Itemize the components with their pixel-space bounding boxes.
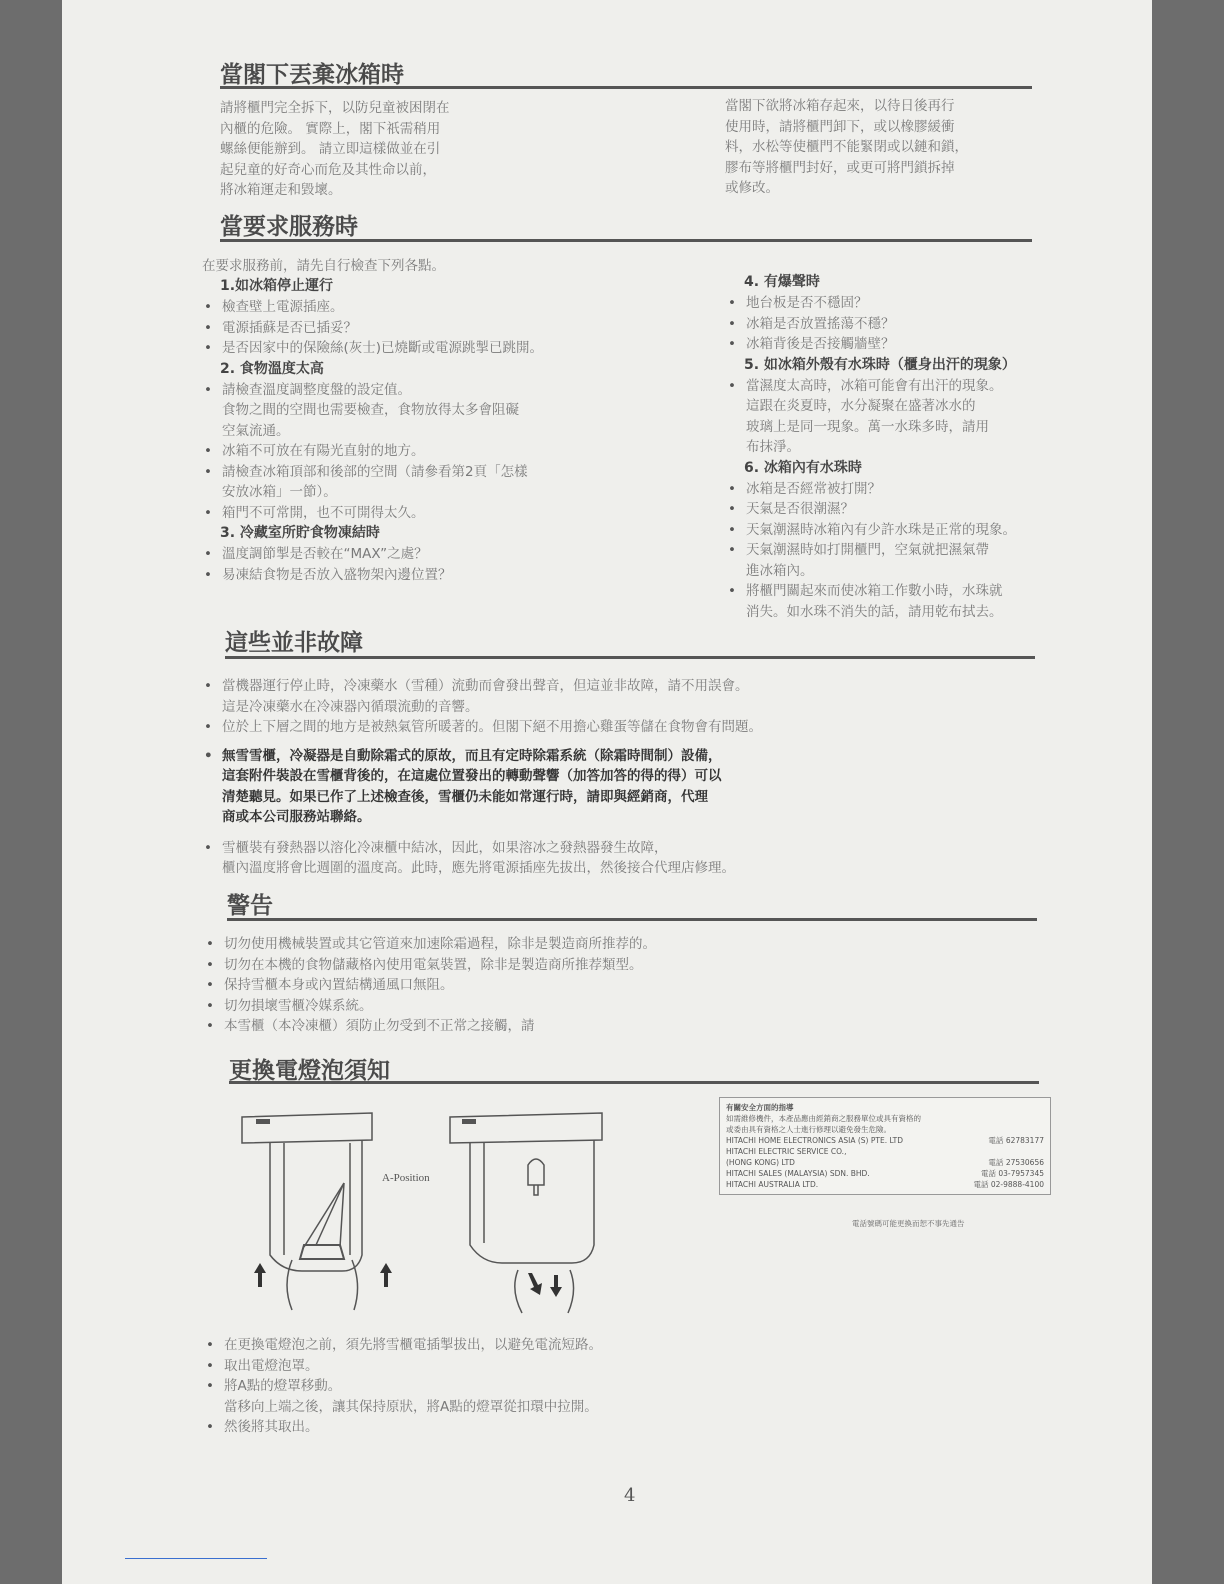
up-arrow-icons	[254, 1263, 392, 1287]
group5-list	[726, 376, 1066, 397]
contact-label: 電話	[988, 1158, 1004, 1167]
continuation: 這套附件裝設在雪櫃背後的，在這處位置發出的轉動聲響（加答加答的得的得）可以	[222, 768, 722, 784]
list-item: • 電源插蘇是否已插妥？	[202, 318, 672, 339]
bulb-list	[204, 1335, 1064, 1397]
text-line: 將冰箱運走和毀壞。	[220, 182, 342, 198]
group3-list	[202, 544, 672, 585]
note-footer: 電話號碼可能更換而恕不事先通告	[852, 1219, 965, 1228]
contact-label: 電話	[973, 1180, 989, 1189]
group4-title: 4. 有爆聲時	[744, 274, 820, 290]
contact-phone: 02-9888-4100	[990, 1180, 1044, 1189]
notfault-title: 這些並非故障	[225, 630, 363, 656]
group5-title: 5. 如冰箱外殼有水珠時（櫃身出汗的現象）	[744, 356, 1016, 373]
service-title: 當要求服務時	[220, 214, 358, 240]
continuation: 玻璃上是同一現象。萬一水珠多時，請用	[746, 418, 989, 435]
manual-page	[62, 0, 1152, 1584]
list-item: • 切勿在本機的食物儲藏格內使用電氣裝置，除非是製造商所推荐類型。	[204, 955, 1064, 976]
list-item: • 本雪櫃（本冷凍櫃）須防止勿受到不正常之接觸，請	[204, 1016, 1064, 1037]
note-line: 如需維修機件，本產品應由經銷商之服務單位或具有資格的	[726, 1114, 921, 1123]
divider	[227, 918, 1037, 921]
list-item: • 雪櫃裝有發熱器以溶化冷凍櫃中結冰，因此，如果溶冰之發熱器發生故障，	[202, 838, 1082, 859]
list-item: • 取出電燈泡罩。	[204, 1356, 1064, 1377]
divider	[225, 656, 1035, 659]
note-line: 或委由具有資格之人士進行修理以避免發生危險。	[726, 1125, 891, 1134]
bulb-diagram	[232, 1105, 662, 1320]
continuation: 布抹淨。	[746, 439, 800, 455]
list-item: • 天氣潮濕時冰箱內有少許水珠是正常的現象。	[726, 520, 1066, 541]
text-line: 或修改。	[725, 180, 779, 196]
continuation: 櫃內溫度將會比週圍的溫度高。此時，應先將電源插座先拔出，然後接合代理店修理。	[222, 860, 735, 876]
group4-list	[726, 293, 1066, 355]
continuation: 當移向上端之後，讓其保持原狀，將A點的燈罩從扣環中拉開。	[224, 1398, 598, 1415]
continuation: 這是冷凍藥水在冷凍器內循環流動的音響。	[222, 698, 479, 715]
a-position-label: A-Position	[382, 1172, 430, 1184]
notfault-items-3	[202, 838, 1082, 859]
contact-name: HITACHI SALES (MALAYSIA) SDN. BHD.	[726, 1169, 870, 1178]
text-line: 請將櫃門完全拆下，以防兒童被困閉在	[220, 100, 450, 116]
disposal-right-text	[725, 96, 1055, 199]
list-item: • 冰箱不可放在有陽光直射的地方。	[202, 441, 672, 462]
text-line: 使用時，請將櫃門卸下，或以橡膠緩衝	[725, 118, 955, 135]
contact-row	[726, 1135, 1044, 1146]
continuation: 安放冰箱」一節）。	[222, 484, 337, 500]
disposal-title: 當閣下丟棄冰箱時	[220, 62, 404, 88]
service-intro: 在要求服務前，請先自行檢查下列各點。	[202, 258, 445, 274]
group3-title: 3. 冷藏室所貯食物凍結時	[220, 525, 380, 541]
divider	[229, 1081, 1039, 1084]
continuation: 商或本公司服務站聯絡。	[222, 809, 371, 825]
fridge-right-figure	[450, 1113, 602, 1313]
contact-phone: 03-7957345	[998, 1169, 1044, 1178]
contact-label: 電話	[980, 1169, 996, 1178]
contact-name: HITACHI AUSTRALIA LTD.	[726, 1180, 819, 1189]
notfault-list	[202, 676, 1082, 879]
bulb-title: 更換電燈泡須知	[229, 1058, 390, 1084]
group6-list	[726, 479, 1066, 561]
text-line: 內櫃的危險。 實際上，閣下祇需稍用	[220, 120, 441, 137]
list-item: • 冰箱是否經常被打開？	[726, 479, 1066, 500]
text-line: 螺絲便能辦到。 請立即這樣做並在引	[220, 141, 441, 157]
list-item: • 無雪雪櫃，冷凝器是自動除霜式的原故，而且有定時除霜系統（除霜時間制）設備，	[202, 746, 1082, 767]
contact-row	[726, 1146, 1044, 1157]
scan-edge-line	[125, 1558, 267, 1559]
service-left-column	[202, 276, 672, 585]
group6-list-end	[726, 581, 1066, 602]
text-line: 料，水松等使櫃門不能緊閉或以鏈和鎖，	[725, 139, 968, 155]
notfault-items-2	[202, 717, 1082, 766]
continuation: 這跟在炎夏時，水分凝聚在盛著冰水的	[746, 398, 976, 414]
service-right-column	[726, 272, 1066, 622]
contact-row	[726, 1179, 1044, 1190]
disposal-left-text	[220, 98, 550, 201]
contact-name: (HONG KONG) LTD	[726, 1158, 795, 1167]
text-line: 當閣下欲將冰箱存起來，以待日後再行	[725, 98, 955, 114]
warning-list	[204, 934, 1064, 1037]
list-item: • 位於上下層之間的地方是被熱氣管所暖著的。但閣下絕不用擔心雞蛋等儲在食物會有問題。	[202, 717, 1082, 738]
list-item: • 是否因家中的保險絲(灰士)已燒斷或電源跳掣已跳開。	[202, 338, 672, 359]
group1-title: 1.如冰箱停止運行	[220, 278, 334, 294]
text-line: 膠布等將櫃門封好，或更可將門鎖拆掉	[725, 159, 955, 176]
contact-name: HITACHI HOME ELECTRONICS ASIA (S) PTE. LTD	[726, 1136, 903, 1145]
contact-row	[726, 1157, 1044, 1168]
bulb-steps	[204, 1335, 1064, 1438]
list-item: • 箱門不可常開，也不可開得太久。	[202, 503, 672, 524]
contact-phone: 62783177	[1005, 1136, 1044, 1145]
list-item: • 切勿使用機械裝置或其它管道來加速除霜過程，除非是製造商所推荐的。	[204, 934, 1064, 955]
list-item: • 請檢查溫度調整度盤的設定值。	[202, 380, 672, 401]
group1-list	[202, 297, 672, 359]
list-item: • 天氣潮濕時如打開櫃門，空氣就把濕氣帶	[726, 540, 1066, 561]
group2-list-end	[202, 503, 672, 524]
continuation: 空氣流通。	[222, 422, 290, 439]
note-title: 有關安全方面的指導	[726, 1103, 794, 1112]
contact-phone: 27530656	[1005, 1158, 1044, 1167]
safety-note-box	[719, 1097, 1051, 1195]
list-item: • 天氣是否很潮濕？	[726, 499, 1066, 520]
contact-name: HITACHI ELECTRIC SERVICE CO.,	[726, 1147, 847, 1156]
list-item: • 當機器運行停止時，冷凍藥水（雪種）流動而會發出聲音，但這並非故障，請不用誤會。	[202, 676, 1082, 697]
list-item: • 然後將其取出。	[204, 1417, 1064, 1438]
contact-label: 電話	[988, 1136, 1004, 1145]
group6-title: 6. 冰箱內有水珠時	[744, 459, 862, 476]
list-item: • 冰箱是否放置搖蕩不穩？	[726, 314, 1066, 335]
list-item: • 地台板是否不穩固？	[726, 293, 1066, 314]
list-item: • 當濕度太高時，冰箱可能會有出汗的現象。	[726, 376, 1066, 397]
list-item: • 檢查壁上電源插座。	[202, 297, 672, 318]
continuation: 消失。如水珠不消失的話，請用乾布拭去。	[746, 603, 1003, 620]
list-item: • 在更換電燈泡之前，須先將雪櫃電插掣拔出，以避免電流短路。	[204, 1335, 1064, 1356]
text-line: 起兒童的好奇心而危及其性命以前，	[220, 161, 436, 178]
page-number: 4	[624, 1485, 636, 1506]
list-item: • 將A點的燈罩移動。	[204, 1376, 1064, 1397]
warning-title: 警告	[227, 893, 273, 919]
list-item: • 將櫃門關起來而使冰箱工作數小時，水珠就	[726, 581, 1066, 602]
bulb-list-end	[204, 1417, 1064, 1438]
divider	[220, 86, 1032, 89]
down-arrow-icons	[528, 1273, 562, 1297]
list-item: • 保持雪櫃本身或內置結構通風口無阻。	[204, 975, 1064, 996]
list-item: • 易凍結食物是否放入盛物架內邊位置？	[202, 565, 672, 586]
group2-list-cont	[202, 441, 672, 482]
notfault-items	[202, 676, 1082, 697]
list-item: • 冰箱背後是否接觸牆壁？	[726, 334, 1066, 355]
list-item: • 切勿損壞雪櫃冷媒系統。	[204, 996, 1064, 1017]
group2-list	[202, 380, 672, 401]
list-item: • 溫度調節掣是否較在“MAX”之處？	[202, 544, 672, 565]
contact-row	[726, 1168, 1044, 1179]
continuation: 食物之間的空間也需要檢查，食物放得太多會阻礙	[222, 402, 519, 418]
divider	[220, 239, 1032, 242]
continuation: 進冰箱內。	[746, 562, 814, 579]
group2-title: 2. 食物溫度太高	[220, 360, 324, 377]
continuation: 清楚聽見。如果已作了上述檢查後，雪櫃仍未能如常運行時，請即與經銷商，代理	[222, 788, 708, 805]
list-item: • 請檢查冰箱頂部和後部的空間（請參看第2頁「怎樣	[202, 462, 672, 483]
